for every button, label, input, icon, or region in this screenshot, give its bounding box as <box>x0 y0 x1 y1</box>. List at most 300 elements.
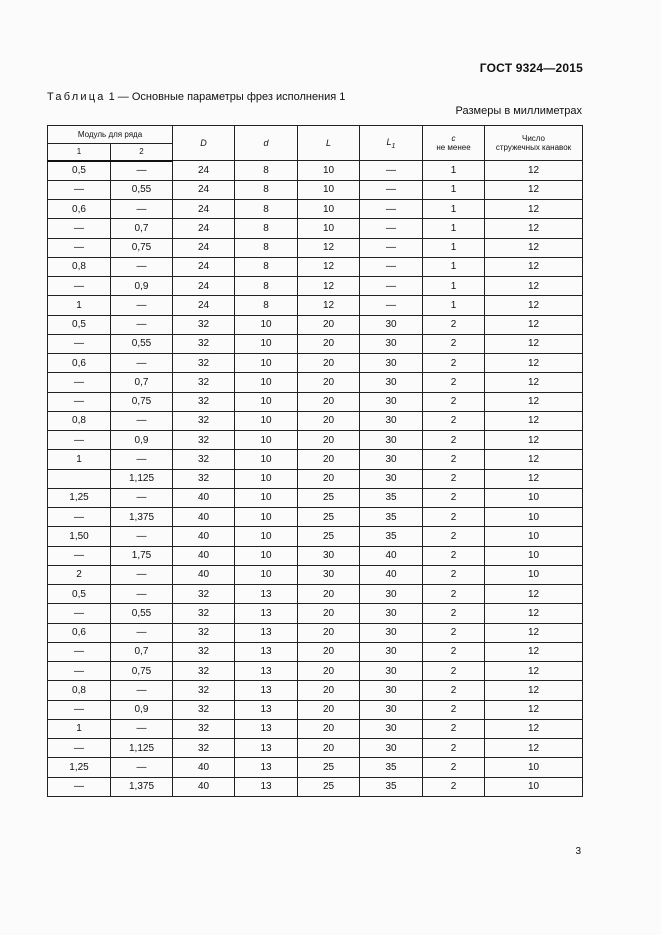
cell-D: 32 <box>173 700 235 719</box>
cell-D: 32 <box>173 315 235 334</box>
table-row <box>48 315 583 334</box>
table-row <box>48 700 583 719</box>
cell-module-2: — <box>111 200 173 219</box>
page-number: 3 <box>575 846 581 857</box>
cell-D: 24 <box>173 277 235 296</box>
cell-d: 10 <box>235 508 298 527</box>
cell-L1: 35 <box>360 777 423 796</box>
cell-module-1: — <box>48 334 111 353</box>
units-note: Размеры в миллиметрах <box>455 105 582 117</box>
cell-L: 20 <box>298 354 360 373</box>
cell-L1: — <box>360 180 423 199</box>
cell-flute-count: 12 <box>485 604 583 623</box>
table-row <box>48 585 583 604</box>
cell-L1: — <box>360 200 423 219</box>
cell-module-1: 0,6 <box>48 623 111 642</box>
cell-module-1: 0,6 <box>48 354 111 373</box>
cell-L: 20 <box>298 411 360 430</box>
cell-d: 13 <box>235 758 298 777</box>
table-row <box>48 431 583 450</box>
cell-c: 1 <box>423 296 485 315</box>
cell-L: 10 <box>298 200 360 219</box>
cell-L1: — <box>360 277 423 296</box>
cell-D: 40 <box>173 777 235 796</box>
table-row <box>48 758 583 777</box>
cell-module-2: — <box>111 315 173 334</box>
cell-d: 10 <box>235 546 298 565</box>
cell-c: 2 <box>423 585 485 604</box>
cell-module-1: — <box>48 604 111 623</box>
cell-d: 10 <box>235 488 298 507</box>
cell-L: 10 <box>298 161 360 181</box>
cell-d: 10 <box>235 373 298 392</box>
cell-L: 20 <box>298 334 360 353</box>
cell-d: 8 <box>235 161 298 181</box>
table-row <box>48 469 583 488</box>
cell-module-1: 0,5 <box>48 315 111 334</box>
table-row <box>48 527 583 546</box>
cell-module-1: — <box>48 546 111 565</box>
cell-module-2: 0,7 <box>111 373 173 392</box>
cell-module-1: — <box>48 662 111 681</box>
header-L: L <box>298 126 360 161</box>
cell-c: 2 <box>423 450 485 469</box>
table-row <box>48 777 583 796</box>
cell-L: 30 <box>298 565 360 584</box>
header-L1: $L_1$ <box>360 126 423 161</box>
table-row <box>48 334 583 353</box>
cell-L: 20 <box>298 431 360 450</box>
cell-module-2: 0,9 <box>111 277 173 296</box>
cell-module-2: — <box>111 527 173 546</box>
cell-L1: — <box>360 238 423 257</box>
header-d: d <box>235 126 298 161</box>
cell-module-1: 1 <box>48 296 111 315</box>
cell-D: 24 <box>173 219 235 238</box>
cell-d: 10 <box>235 527 298 546</box>
cell-module-2: 0,55 <box>111 334 173 353</box>
cell-L1: 40 <box>360 546 423 565</box>
cell-module-1: 1,50 <box>48 527 111 546</box>
cell-module-2: 0,75 <box>111 238 173 257</box>
cell-L1: 30 <box>360 662 423 681</box>
cell-L1: 35 <box>360 488 423 507</box>
cell-module-1 <box>48 469 111 488</box>
parameters-table <box>47 125 583 797</box>
cell-flute-count: 10 <box>485 758 583 777</box>
cell-D: 32 <box>173 681 235 700</box>
table-row <box>48 296 583 315</box>
cell-d: 13 <box>235 585 298 604</box>
cell-module-1: 1 <box>48 450 111 469</box>
cell-L1: 30 <box>360 585 423 604</box>
cell-module-2: — <box>111 161 173 181</box>
cell-L: 20 <box>298 739 360 758</box>
cell-flute-count: 12 <box>485 200 583 219</box>
cell-module-1: 0,8 <box>48 411 111 430</box>
cell-c: 2 <box>423 411 485 430</box>
cell-flute-count: 12 <box>485 238 583 257</box>
cell-L: 30 <box>298 546 360 565</box>
cell-d: 10 <box>235 411 298 430</box>
table-row <box>48 392 583 411</box>
cell-c: 1 <box>423 161 485 181</box>
cell-L: 20 <box>298 719 360 738</box>
cell-flute-count: 12 <box>485 719 583 738</box>
cell-c: 2 <box>423 777 485 796</box>
cell-flute-count: 12 <box>485 700 583 719</box>
cell-L: 20 <box>298 642 360 661</box>
table-row <box>48 642 583 661</box>
cell-flute-count: 12 <box>485 219 583 238</box>
cell-flute-count: 12 <box>485 296 583 315</box>
cell-c: 2 <box>423 508 485 527</box>
table-row <box>48 739 583 758</box>
cell-d: 8 <box>235 257 298 276</box>
cell-module-1: 0,8 <box>48 257 111 276</box>
cell-module-2: — <box>111 681 173 700</box>
table-row <box>48 257 583 276</box>
cell-L: 20 <box>298 469 360 488</box>
cell-c: 2 <box>423 431 485 450</box>
table-row <box>48 238 583 257</box>
cell-c: 2 <box>423 642 485 661</box>
cell-module-2: 0,75 <box>111 392 173 411</box>
cell-c: 2 <box>423 488 485 507</box>
cell-module-2: 1,375 <box>111 777 173 796</box>
cell-d: 13 <box>235 623 298 642</box>
cell-L: 20 <box>298 373 360 392</box>
cell-D: 40 <box>173 758 235 777</box>
cell-L: 12 <box>298 238 360 257</box>
cell-L: 20 <box>298 604 360 623</box>
cell-L: 20 <box>298 392 360 411</box>
cell-D: 32 <box>173 373 235 392</box>
cell-L: 20 <box>298 623 360 642</box>
cell-d: 13 <box>235 604 298 623</box>
cell-d: 8 <box>235 277 298 296</box>
cell-L1: 30 <box>360 681 423 700</box>
header-module: Модуль для ряда <box>48 126 173 144</box>
table-row <box>48 623 583 642</box>
header-module-row-1: 1 <box>48 144 111 161</box>
cell-L1: 30 <box>360 700 423 719</box>
cell-flute-count: 12 <box>485 334 583 353</box>
cell-L1: 35 <box>360 508 423 527</box>
table-row <box>48 200 583 219</box>
cell-module-1: — <box>48 508 111 527</box>
header-module-row-2: 2 <box>111 144 173 161</box>
cell-D: 32 <box>173 354 235 373</box>
cell-module-2: 0,75 <box>111 662 173 681</box>
cell-L: 10 <box>298 180 360 199</box>
cell-L1: 30 <box>360 642 423 661</box>
cell-c: 1 <box>423 257 485 276</box>
table-row <box>48 277 583 296</box>
cell-flute-count: 12 <box>485 373 583 392</box>
table-row <box>48 546 583 565</box>
cell-D: 32 <box>173 585 235 604</box>
cell-flute-count: 12 <box>485 642 583 661</box>
cell-flute-count: 12 <box>485 469 583 488</box>
cell-d: 8 <box>235 180 298 199</box>
table-row <box>48 488 583 507</box>
cell-D: 32 <box>173 719 235 738</box>
cell-module-2: 1,375 <box>111 508 173 527</box>
cell-module-2: — <box>111 411 173 430</box>
cell-d: 8 <box>235 296 298 315</box>
cell-flute-count: 10 <box>485 546 583 565</box>
cell-d: 10 <box>235 431 298 450</box>
cell-module-1: 1,25 <box>48 488 111 507</box>
cell-L: 20 <box>298 585 360 604</box>
cell-module-1: — <box>48 392 111 411</box>
table-caption-number: 1 <box>108 91 115 103</box>
table-caption-title: — Основные параметры фрез исполнения 1 <box>117 91 346 103</box>
cell-module-2: — <box>111 758 173 777</box>
cell-flute-count: 12 <box>485 411 583 430</box>
cell-L: 25 <box>298 508 360 527</box>
cell-c: 2 <box>423 392 485 411</box>
cell-L1: — <box>360 161 423 181</box>
cell-module-1: 0,5 <box>48 161 111 181</box>
cell-D: 32 <box>173 642 235 661</box>
cell-L: 10 <box>298 219 360 238</box>
cell-d: 10 <box>235 392 298 411</box>
cell-c: 2 <box>423 354 485 373</box>
cell-L1: 30 <box>360 450 423 469</box>
table-caption <box>47 91 345 103</box>
cell-L1: 30 <box>360 411 423 430</box>
cell-flute-count: 12 <box>485 257 583 276</box>
table-row <box>48 565 583 584</box>
cell-c: 2 <box>423 565 485 584</box>
cell-d: 10 <box>235 469 298 488</box>
cell-L1: 30 <box>360 315 423 334</box>
table-row <box>48 662 583 681</box>
cell-module-2: 1,125 <box>111 739 173 758</box>
cell-L: 12 <box>298 257 360 276</box>
cell-module-1: 1 <box>48 719 111 738</box>
cell-module-1: — <box>48 238 111 257</box>
table-row <box>48 604 583 623</box>
cell-d: 10 <box>235 315 298 334</box>
cell-D: 24 <box>173 238 235 257</box>
cell-module-1: 0,6 <box>48 200 111 219</box>
cell-L1: 30 <box>360 739 423 758</box>
cell-c: 1 <box>423 277 485 296</box>
cell-module-2: 0,7 <box>111 642 173 661</box>
cell-module-2: 1,75 <box>111 546 173 565</box>
table-row <box>48 180 583 199</box>
cell-D: 24 <box>173 257 235 276</box>
cell-module-1: — <box>48 219 111 238</box>
cell-D: 40 <box>173 546 235 565</box>
cell-d: 13 <box>235 777 298 796</box>
cell-module-1: 1,25 <box>48 758 111 777</box>
cell-d: 10 <box>235 334 298 353</box>
cell-module-2: — <box>111 354 173 373</box>
cell-flute-count: 10 <box>485 777 583 796</box>
cell-L1: — <box>360 219 423 238</box>
cell-flute-count: 10 <box>485 488 583 507</box>
cell-flute-count: 12 <box>485 450 583 469</box>
cell-D: 24 <box>173 180 235 199</box>
cell-module-2: — <box>111 565 173 584</box>
cell-L1: 30 <box>360 719 423 738</box>
cell-flute-count: 12 <box>485 277 583 296</box>
cell-flute-count: 10 <box>485 565 583 584</box>
cell-flute-count: 10 <box>485 527 583 546</box>
cell-flute-count: 12 <box>485 354 583 373</box>
cell-module-1: — <box>48 777 111 796</box>
cell-module-2: — <box>111 623 173 642</box>
cell-L: 20 <box>298 315 360 334</box>
cell-D: 24 <box>173 296 235 315</box>
cell-D: 32 <box>173 662 235 681</box>
cell-D: 32 <box>173 392 235 411</box>
cell-module-2: — <box>111 488 173 507</box>
cell-D: 32 <box>173 739 235 758</box>
header-D: D <box>173 126 235 161</box>
cell-L: 25 <box>298 777 360 796</box>
cell-flute-count: 12 <box>485 681 583 700</box>
table-row <box>48 373 583 392</box>
cell-L1: 30 <box>360 354 423 373</box>
table-caption-label: Таблица <box>47 91 106 103</box>
cell-c: 2 <box>423 623 485 642</box>
cell-c: 2 <box>423 739 485 758</box>
cell-flute-count: 12 <box>485 623 583 642</box>
cell-c: 2 <box>423 334 485 353</box>
cell-D: 32 <box>173 623 235 642</box>
cell-d: 13 <box>235 739 298 758</box>
cell-flute-count: 12 <box>485 392 583 411</box>
cell-L1: 30 <box>360 604 423 623</box>
cell-L1: 35 <box>360 758 423 777</box>
cell-module-1: — <box>48 431 111 450</box>
cell-module-2: 0,7 <box>111 219 173 238</box>
cell-module-2: 0,9 <box>111 431 173 450</box>
cell-flute-count: 12 <box>485 161 583 181</box>
cell-module-1: — <box>48 642 111 661</box>
cell-d: 8 <box>235 219 298 238</box>
cell-module-2: 1,125 <box>111 469 173 488</box>
cell-L: 20 <box>298 681 360 700</box>
cell-flute-count: 12 <box>485 585 583 604</box>
cell-module-1: 0,8 <box>48 681 111 700</box>
cell-c: 2 <box>423 758 485 777</box>
header-c: c не менее <box>423 126 485 161</box>
cell-flute-count: 12 <box>485 739 583 758</box>
cell-module-2: — <box>111 296 173 315</box>
cell-D: 40 <box>173 527 235 546</box>
cell-c: 1 <box>423 180 485 199</box>
table-row <box>48 411 583 430</box>
cell-module-1: — <box>48 739 111 758</box>
cell-d: 13 <box>235 719 298 738</box>
cell-c: 2 <box>423 373 485 392</box>
cell-L1: — <box>360 296 423 315</box>
cell-c: 1 <box>423 238 485 257</box>
table-row <box>48 681 583 700</box>
cell-L: 20 <box>298 450 360 469</box>
table-row <box>48 161 583 181</box>
cell-module-1: — <box>48 700 111 719</box>
cell-flute-count: 12 <box>485 662 583 681</box>
header-flute-count: Число стружечных канавок <box>485 126 583 161</box>
cell-d: 13 <box>235 662 298 681</box>
table-row <box>48 719 583 738</box>
cell-d: 10 <box>235 565 298 584</box>
cell-L1: — <box>360 257 423 276</box>
cell-D: 40 <box>173 565 235 584</box>
cell-L1: 30 <box>360 469 423 488</box>
document-code: ГОСТ 9324—2015 <box>479 61 583 75</box>
cell-D: 24 <box>173 200 235 219</box>
cell-d: 13 <box>235 681 298 700</box>
cell-flute-count: 12 <box>485 180 583 199</box>
cell-L1: 30 <box>360 392 423 411</box>
cell-D: 32 <box>173 431 235 450</box>
cell-c: 1 <box>423 219 485 238</box>
cell-module-1: — <box>48 373 111 392</box>
cell-c: 2 <box>423 681 485 700</box>
table-row <box>48 508 583 527</box>
cell-L1: 30 <box>360 334 423 353</box>
cell-module-1: — <box>48 180 111 199</box>
cell-L1: 30 <box>360 373 423 392</box>
cell-d: 10 <box>235 450 298 469</box>
cell-module-2: 0,55 <box>111 180 173 199</box>
cell-flute-count: 10 <box>485 508 583 527</box>
cell-L1: 35 <box>360 527 423 546</box>
cell-L: 25 <box>298 488 360 507</box>
table-row <box>48 354 583 373</box>
cell-flute-count: 12 <box>485 431 583 450</box>
cell-module-2: 0,9 <box>111 700 173 719</box>
cell-c: 2 <box>423 315 485 334</box>
cell-D: 32 <box>173 469 235 488</box>
cell-c: 2 <box>423 604 485 623</box>
cell-d: 13 <box>235 642 298 661</box>
cell-L: 25 <box>298 527 360 546</box>
cell-L: 12 <box>298 296 360 315</box>
cell-D: 40 <box>173 488 235 507</box>
cell-D: 32 <box>173 604 235 623</box>
cell-c: 2 <box>423 527 485 546</box>
cell-L1: 30 <box>360 623 423 642</box>
cell-c: 2 <box>423 719 485 738</box>
cell-d: 8 <box>235 200 298 219</box>
cell-D: 32 <box>173 450 235 469</box>
cell-flute-count: 12 <box>485 315 583 334</box>
cell-c: 2 <box>423 469 485 488</box>
table-row <box>48 219 583 238</box>
cell-c: 1 <box>423 200 485 219</box>
cell-d: 13 <box>235 700 298 719</box>
cell-module-1: — <box>48 277 111 296</box>
cell-D: 32 <box>173 334 235 353</box>
cell-c: 2 <box>423 700 485 719</box>
cell-L1: 30 <box>360 431 423 450</box>
cell-module-2: — <box>111 450 173 469</box>
cell-D: 32 <box>173 411 235 430</box>
cell-d: 10 <box>235 354 298 373</box>
cell-module-2: 0,55 <box>111 604 173 623</box>
cell-d: 8 <box>235 238 298 257</box>
cell-L1: 40 <box>360 565 423 584</box>
